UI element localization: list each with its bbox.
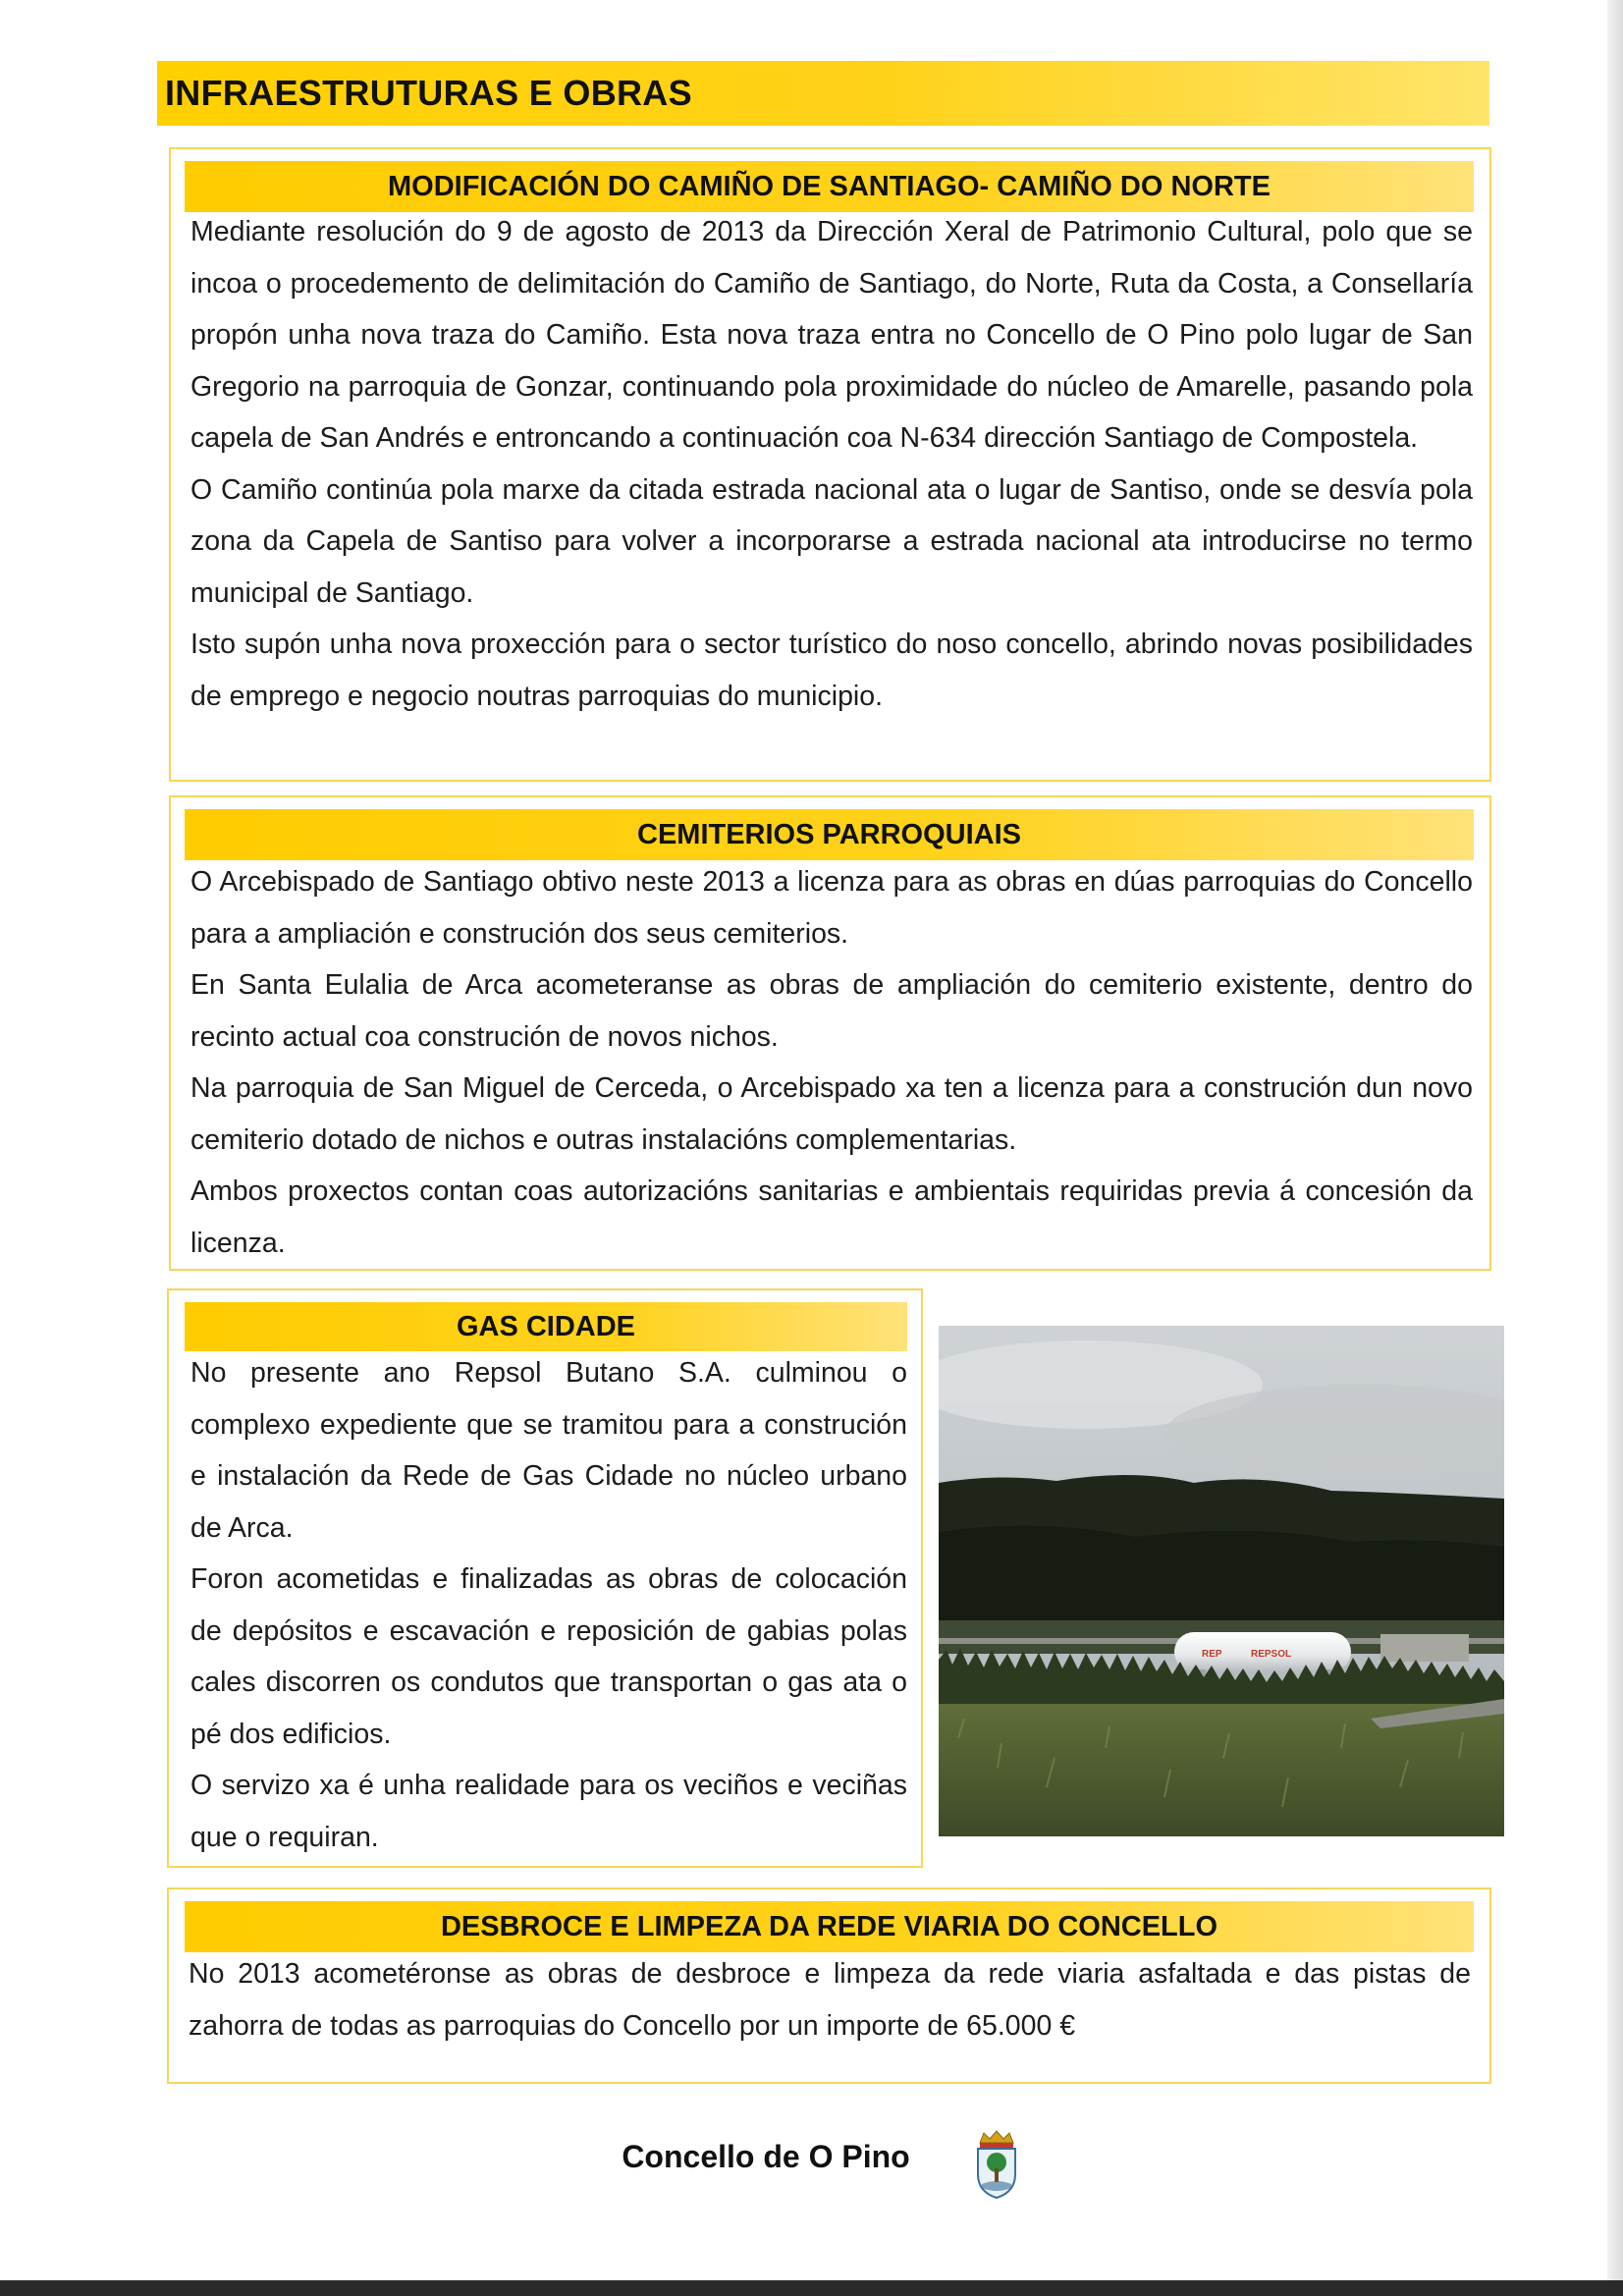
- section-desbroce-title: DESBROCE E LIMPEZA DA REDE VIARIA DO CONCELLO: [185, 1901, 1474, 1952]
- section-gas: [167, 1288, 923, 1868]
- paragraph: O Camiño continúa pola marxe da citada estrada nacional ata o lugar de Santiso, onde se desvía pola zona da Capela de Santiso para volver a incorporarse a estrada nacional ata introducirse no termo municipal de Santiago.: [190, 473, 1473, 609]
- gas-tank-photo: [939, 1326, 1504, 1836]
- paragraph: O servizo xa é unha realidade para os veciños e veciñas que o requiran.: [190, 1770, 907, 1853]
- section-gas-title: GAS CIDADE: [185, 1302, 907, 1351]
- section-cemiterios-title: CEMITERIOS PARROQUIAIS: [185, 809, 1474, 860]
- footer-title: Concello de O Pino: [622, 2139, 910, 2174]
- coat-of-arms-icon: [972, 2129, 1021, 2200]
- paragraph: O Arcebispado de Santiago obtivo neste 2013 a licenza para as obras en dúas parroquias do Concello para a ampliación e construción dos seus cemiterios.: [190, 866, 1473, 950]
- section-cemiterios-body: [190, 856, 1473, 1269]
- paragraph: Na parroquia de San Miguel de Cerceda, o Arcebispado xa ten a licenza para a construción dun novo cemiterio dotado de nichos e outras instalacións complementarias.: [190, 1072, 1473, 1156]
- section-gas-body: [190, 1347, 907, 1863]
- page-title: INFRAESTRUTURAS E OBRAS: [165, 73, 692, 113]
- page-edge: [1607, 0, 1623, 2296]
- section-cemiterios: [169, 795, 1491, 1271]
- tank-label-repsol: REPSOL: [1251, 1649, 1292, 1660]
- section-desbroce-body: [189, 1948, 1471, 2051]
- bottom-bar: [0, 2280, 1623, 2296]
- paragraph: En Santa Eulalia de Arca acometeranse as obras de ampliación do cemiterio existente, dentro do recinto actual coa construción de novos nichos.: [190, 969, 1473, 1053]
- paragraph: Foron acometidas e finalizadas as obras de colocación de depósitos e escavación e reposición de gabias polas cales discorren os condutos que transportan o gas ata o pé dos edificios.: [190, 1563, 907, 1750]
- tank-label-rep: REP: [1202, 1649, 1222, 1660]
- paragraph: Mediante resolución do 9 de agosto de 2013 da Dirección Xeral de Patrimonio Cultural, polo que se incoa o procedemento de delimitación do Camiño de Santiago, do Norte, Ruta da Costa, a Consellaría propón unha nova traza do Camiño. Esta nova traza entra no Concello de O Pino polo lugar de San Gregorio na parroquia de Gonzar, continuando pola proximidade do núcleo de Amarelle, pasando pola capela de San Andrés e entroncando a continuación coa N-634 dirección Santiago de Compostela.: [190, 216, 1473, 454]
- section-camino-title: MODIFICACIÓN DO CAMIÑO DE SANTIAGO- CAMIÑO DO NORTE: [185, 161, 1474, 212]
- paragraph: Ambos proxectos contan coas autorizacións sanitarias e ambientais requiridas previa á concesión da licenza.: [190, 1175, 1473, 1259]
- section-camino: [169, 147, 1491, 782]
- section-camino-body: [190, 206, 1473, 722]
- main-header: [157, 61, 1489, 126]
- paragraph: No presente ano Repsol Butano S.A. culminou o complexo expediente que se tramitou para a construción e instalación da Rede de Gas Cidade no núcleo urbano de Arca.: [190, 1357, 907, 1544]
- paragraph: No 2013 acometéronse as obras de desbroce e limpeza da rede viaria asfaltada e das pistas de zahorra de todas as parroquias do Concello por un importe de 65.000 €: [189, 1958, 1471, 2042]
- paragraph: Isto supón unha nova proxección para o sector turístico do noso concello, abrindo novas posibilidades de emprego e negocio noutras parroquias do municipio.: [190, 629, 1473, 712]
- section-desbroce: [167, 1887, 1491, 2084]
